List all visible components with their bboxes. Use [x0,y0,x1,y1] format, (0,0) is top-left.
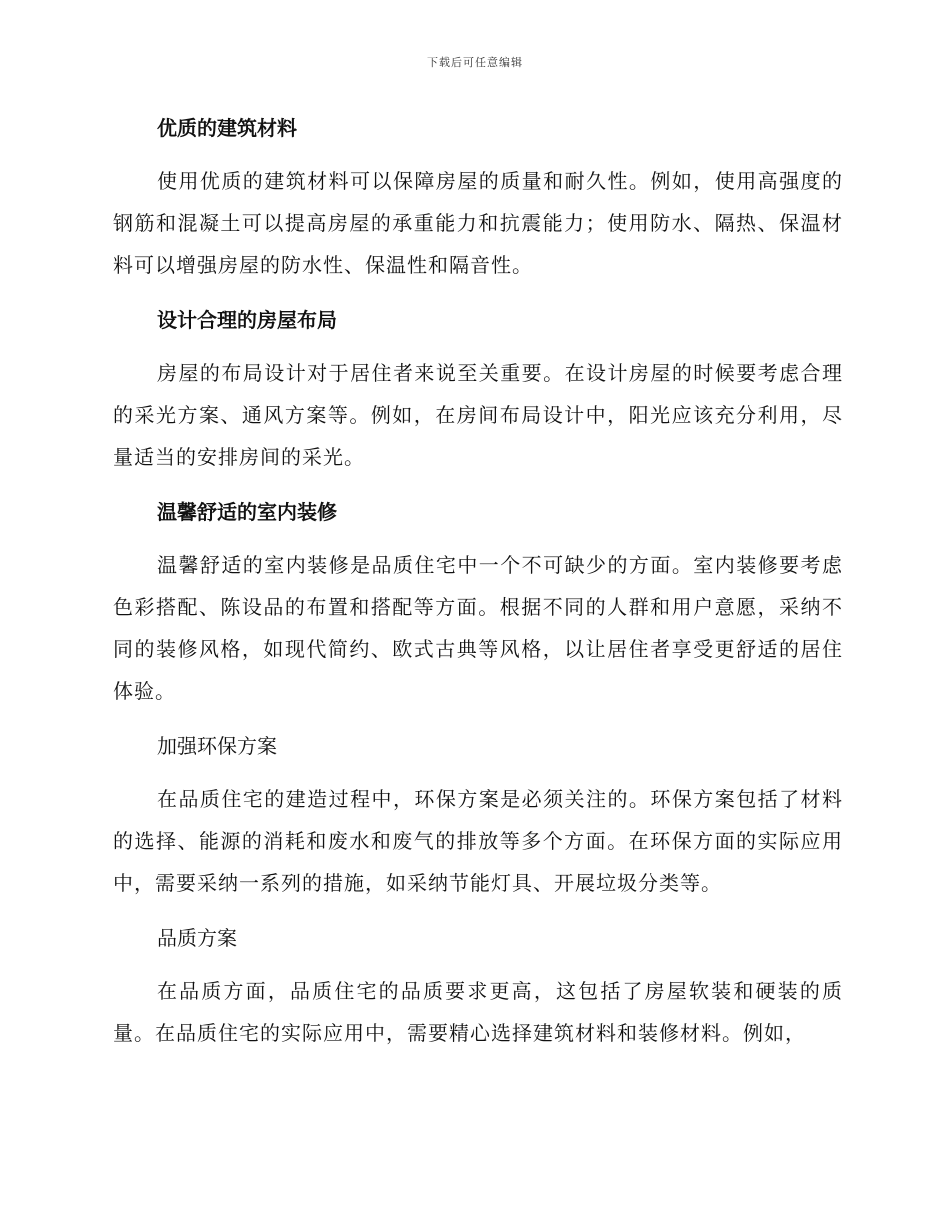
section-heading-layout: 设计合理的房屋布局 [157,308,337,332]
section-heading-materials: 优质的建筑材料 [157,116,297,140]
section-heading-environment: 加强环保方案 [157,734,277,758]
section-paragraph-layout: 房屋的布局设计对于居住者来说至关重要。在设计房屋的时候要考虑合理的采光方案、通风方案等。例如，在房间布局设计中，阳光应该充分利用，尽量适当的安排房间的采光。 [113,361,843,469]
section-heading-decoration: 温馨舒适的室内装修 [157,500,337,524]
document-body [113,108,843,1068]
section-paragraph-quality: 在品质方面，品质住宅的品质要求更高，这包括了房屋软装和硬装的质量。在品质住宅的实际应用中，需要精心选择建筑材料和装修材料。例如， [113,979,843,1045]
page-header: 下载后可任意编辑 [427,56,523,69]
section-paragraph-decoration: 温馨舒适的室内装修是品质住宅中一个不可缺少的方面。室内装修要考虑色彩搭配、陈设品的布置和搭配等方面。根据不同的人群和用户意愿，采纳不同的装修风格，如现代简约、欧式古典等风格，以让居住者享受更舒适的居住体验。 [113,553,843,703]
section-paragraph-materials: 使用优质的建筑材料可以保障房屋的质量和耐久性。例如，使用高强度的钢筋和混凝土可以提高房屋的承重能力和抗震能力；使用防水、隔热、保温材料可以增强房屋的防水性、保温性和隔音性。 [113,169,843,277]
section-heading-quality: 品质方案 [157,926,237,950]
section-paragraph-environment: 在品质住宅的建造过程中，环保方案是必须关注的。环保方案包括了材料的选择、能源的消耗和废水和废气的排放等多个方面。在环保方面的实际应用中，需要采纳一系列的措施，如采纳节能灯具、开展垃圾分类等。 [113,787,843,895]
